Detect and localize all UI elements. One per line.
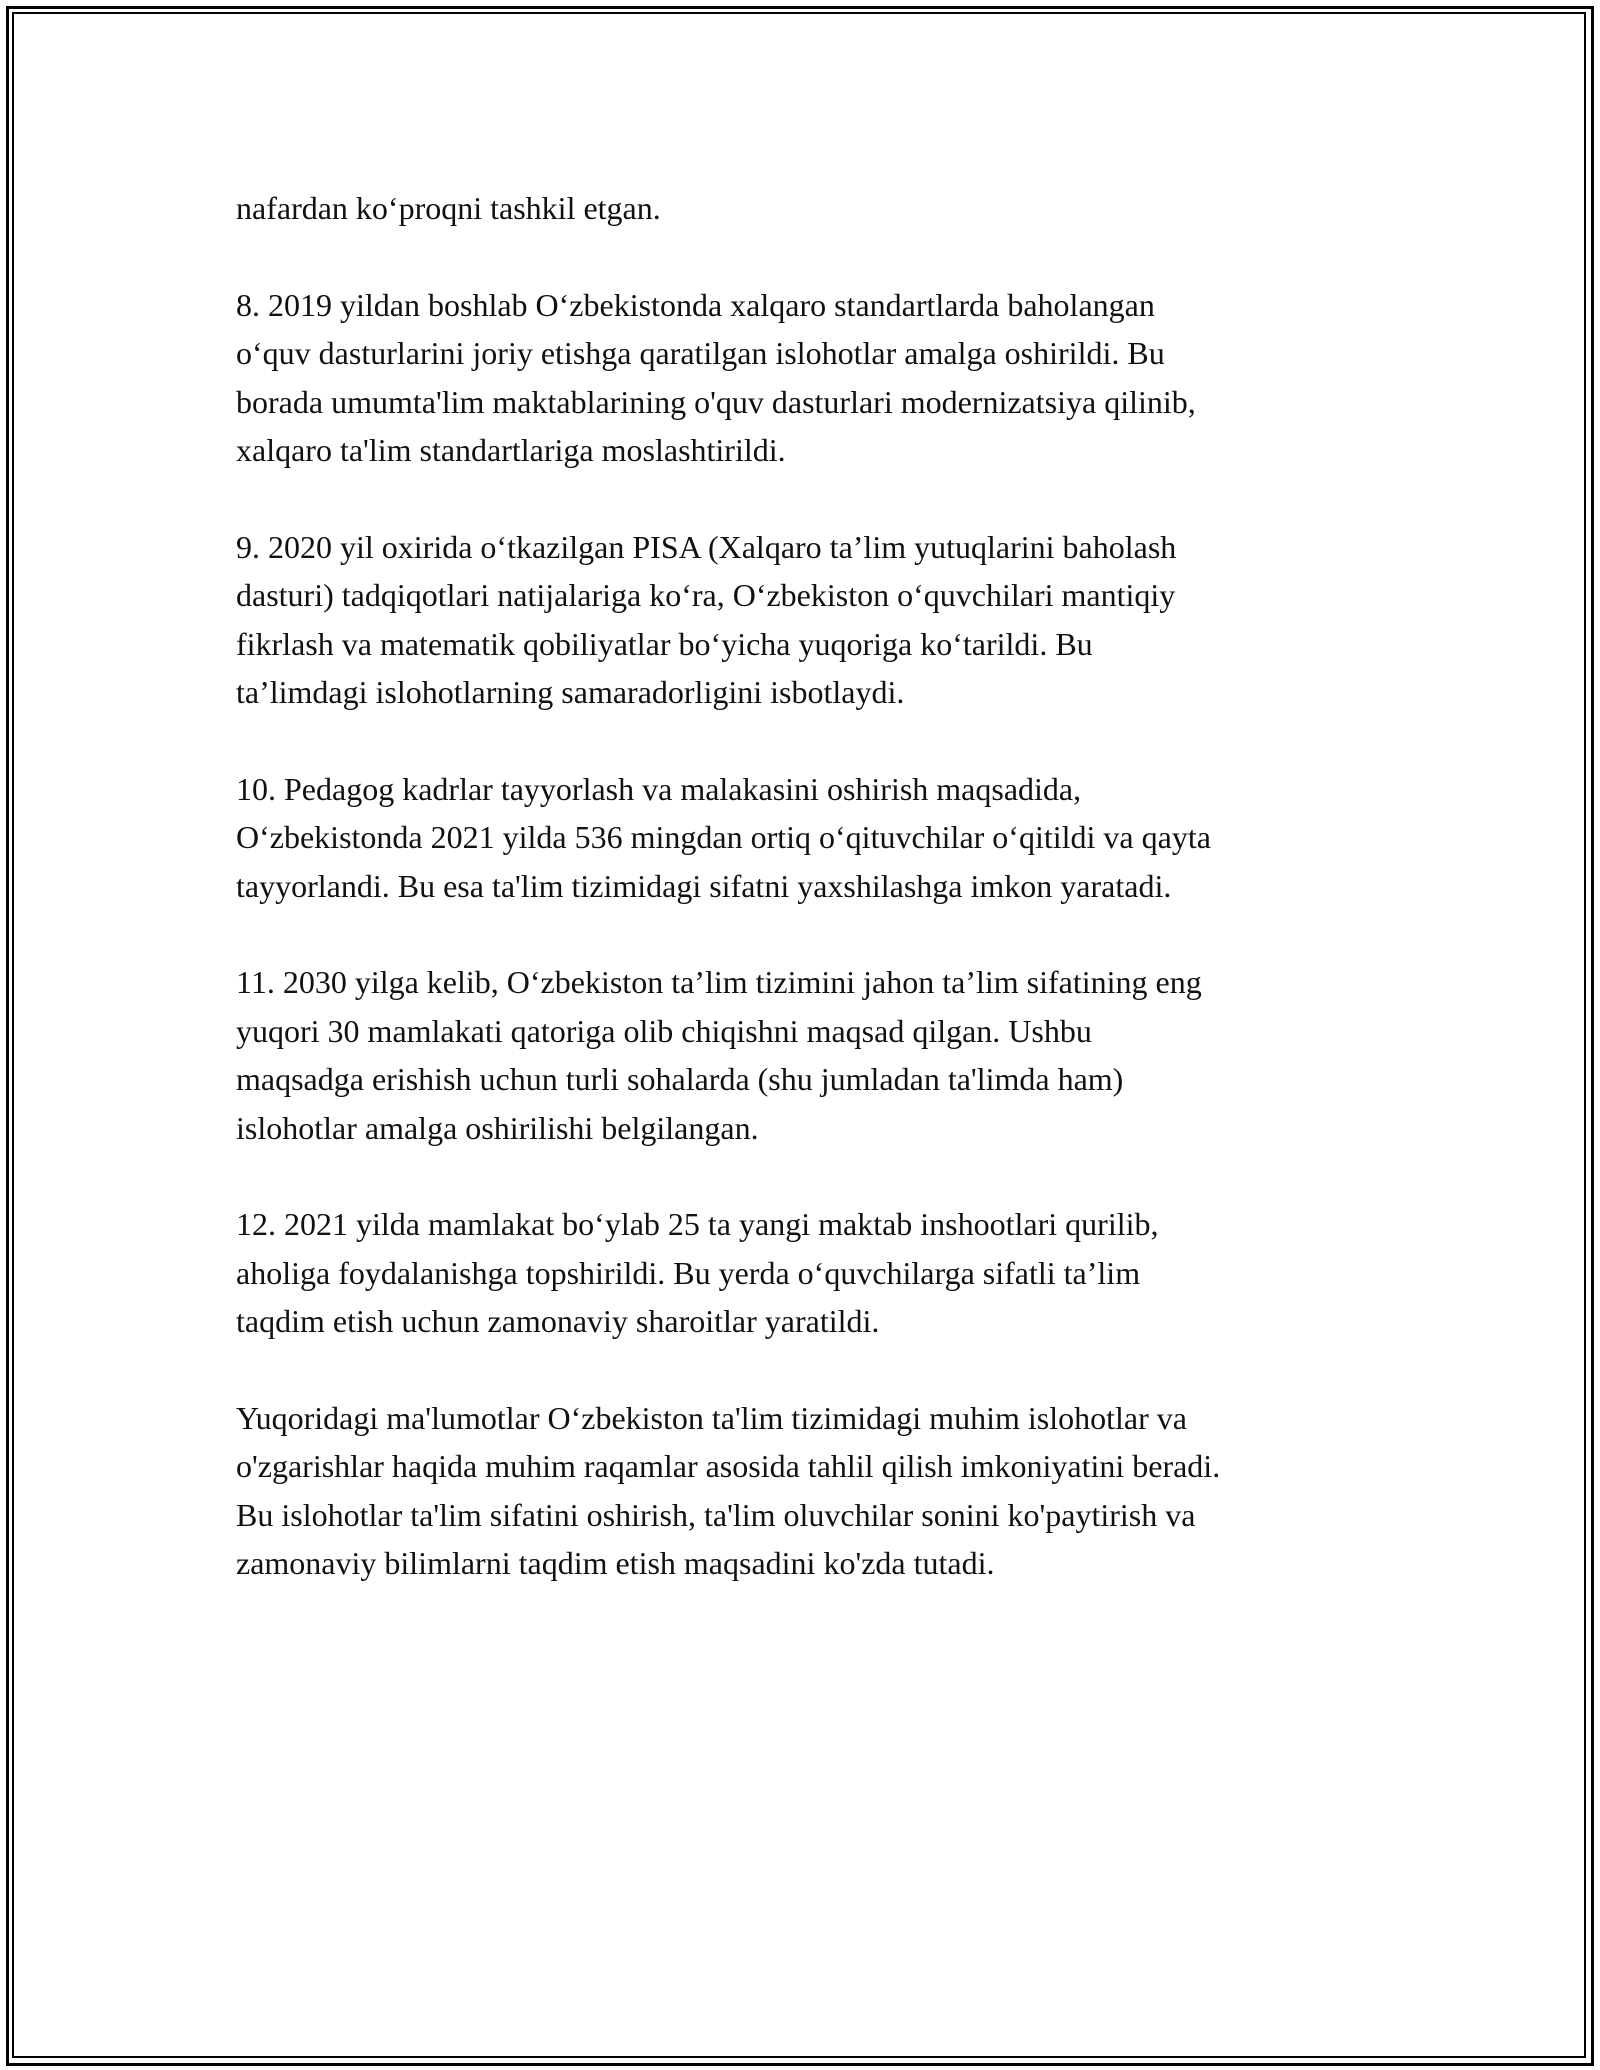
text-line: maqsadga erishish uchun turli sohalarda (shu jumladan ta'limda ham) [236,1061,1124,1097]
paragraph-summary [236,1394,1386,1588]
text-line: O‘zbekistonda 2021 yilda 536 mingdan ortiq o‘qituvchilar o‘qitildi va qayta [236,819,1211,855]
text-line: taqdim etish uchun zamonaviy sharoitlar yaratildi. [236,1303,880,1339]
text-line: Yuqoridagi ma'lumotlar O‘zbekiston ta'lim tizimidagi muhim islohotlar va [236,1399,1187,1436]
text-line: fikrlash va matematik qobiliyatlar bo‘yicha yuqoriga ko‘tarildi. Bu [236,625,1093,662]
document-body [236,184,1386,1636]
text-line: aholiga foydalanishga topshirildi. Bu yerda o‘quvchilarga sifatli ta’lim [236,1254,1141,1291]
paragraph-continuation [236,184,1386,233]
text-line: Bu islohotlar ta'lim sifatini oshirish, ta'lim oluvchilar sonini ko'paytirish va [236,1496,1196,1533]
text-line: 9. 2020 yil oxirida o‘tkazilgan PISA (Xalqaro ta’lim yutuqlarini baholash [236,528,1177,565]
text-line: o‘quv dasturlarini joriy etishga qaratilgan islohotlar amalga oshirildi. Bu [236,335,1165,371]
paragraph-item-9 [236,523,1386,717]
text-line: 10. Pedagog kadrlar tayyorlash va malakasini oshirish maqsadida, [236,770,1082,807]
paragraph-item-12 [236,1200,1386,1346]
text-line: yuqori 30 mamlakati qatoriga olib chiqishni maqsad qilgan. Ushbu [236,1012,1092,1049]
paragraph-item-11 [236,958,1386,1152]
text-line: zamonaviy bilimlarni taqdim etish maqsadini ko'zda tutadi. [236,1545,995,1581]
paragraph-item-10 [236,765,1386,911]
text-line: 12. 2021 yilda mamlakat bo‘ylab 25 ta yangi maktab inshootlari qurilib, [236,1206,1159,1242]
text-line: dasturi) tadqiqotlari natijalariga ko‘ra, O‘zbekiston o‘quvchilari mantiqiy [236,577,1176,613]
text-line: o'zgarishlar haqida muhim raqamlar asosida tahlil qilish imkoniyatini beradi. [236,1448,1221,1484]
text-line: borada umumta'lim maktablarining o'quv dasturlari modernizatsiya qilinib, [236,383,1196,420]
paragraph-item-8 [236,281,1386,475]
text-line: 8. 2019 yildan boshlab O‘zbekistonda xalqaro standartlarda baholangan [236,286,1155,323]
text-line: 11. 2030 yilga kelib, O‘zbekiston ta’lim tizimini jahon ta’lim sifatining eng [236,964,1202,1000]
text-line: tayyorlandi. Bu esa ta'lim tizimidagi sifatni yaxshilashga imkon yaratadi. [236,867,1172,904]
text-line: nafardan ko‘proqni tashkil etgan. [236,190,661,226]
text-line: xalqaro ta'lim standartlariga moslashtirildi. [236,432,786,468]
text-line: islohotlar amalga oshirilishi belgilangan. [236,1109,759,1146]
text-line: ta’limdagi islohotlarning samaradorligini isbotlaydi. [236,674,905,710]
